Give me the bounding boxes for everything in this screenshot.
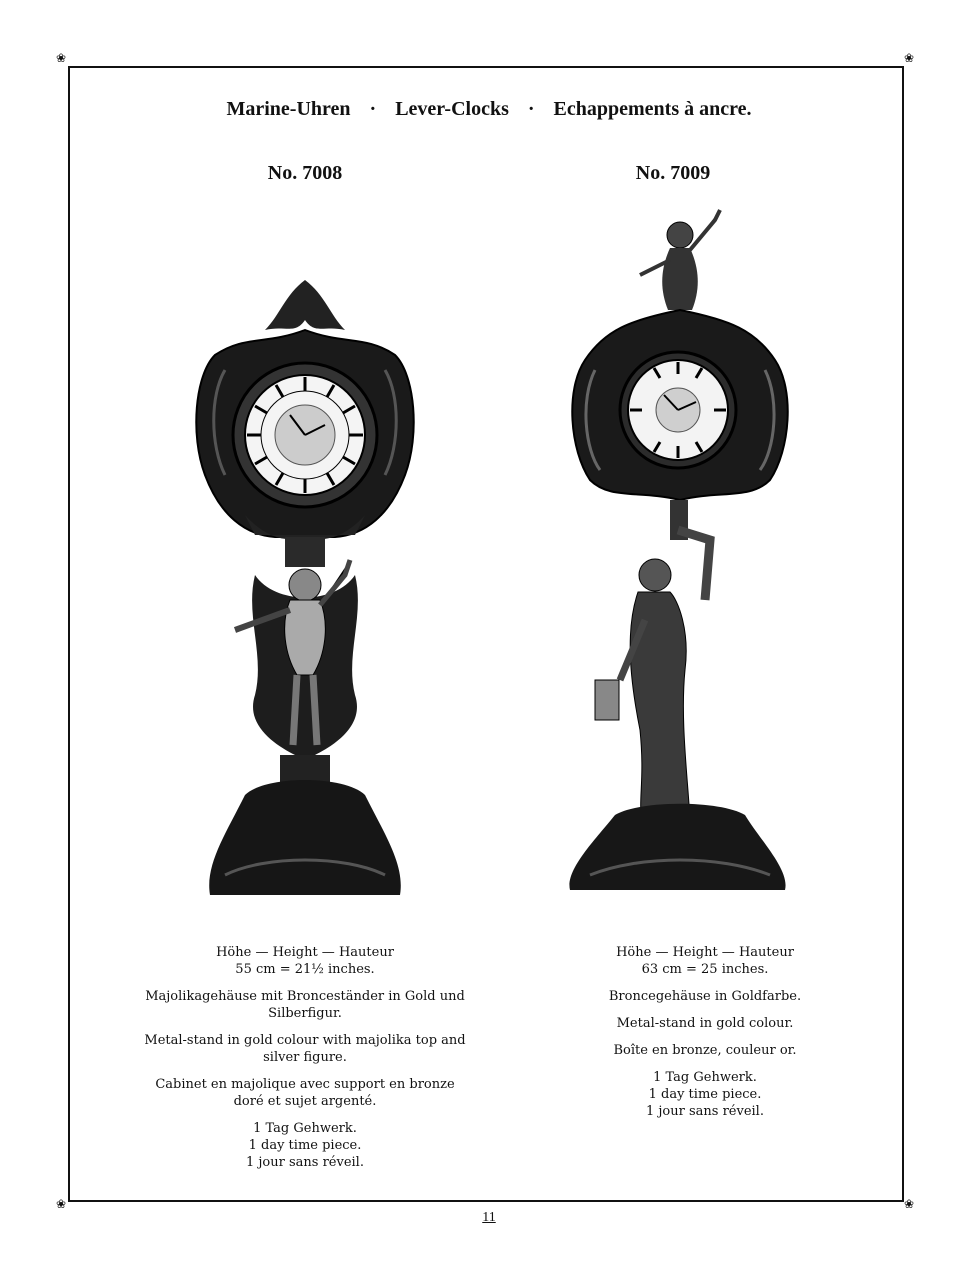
movement-french: 1 jour sans réveil.	[646, 1104, 764, 1119]
description-french: Boîte en bronze, couleur or.	[613, 1043, 797, 1058]
product-description-7008	[140, 944, 470, 1181]
title-separator: ·	[369, 98, 377, 120]
product-number-7009: No. 7009	[635, 162, 711, 184]
title-german: Marine-Uhren	[226, 98, 351, 120]
title-french: Echappements à ancre.	[553, 98, 752, 120]
page-number: 11	[482, 1210, 496, 1225]
movement-german: 1 Tag Gehwerk.	[253, 1121, 357, 1136]
page-title	[0, 98, 978, 121]
height-label: Höhe — Height — Hauteur	[216, 945, 394, 960]
ornament-corner-icon: ❀	[904, 1197, 915, 1211]
product-number-7008: No. 7008	[267, 162, 343, 184]
description-english: Metal-stand in gold colour.	[616, 1016, 794, 1031]
product-description-7009	[540, 944, 870, 1130]
ornament-corner-icon: ❀	[56, 1197, 67, 1211]
movement-german: 1 Tag Gehwerk.	[653, 1070, 757, 1085]
movement-english: 1 day time piece.	[648, 1087, 762, 1102]
description-french: Cabinet en majolique avec support en bronze doré et sujet argenté.	[155, 1077, 455, 1109]
cherub-majolica-clock-illustration	[185, 275, 425, 915]
height-value: 55 cm = 21½ inches.	[235, 962, 375, 977]
lady-bronze-clock-illustration	[560, 200, 800, 900]
description-german: Majolikagehäuse mit Bronceständer in Gold und Silberfigur.	[145, 989, 465, 1021]
title-english: Lever-Clocks	[395, 98, 509, 120]
ornament-corner-icon: ❀	[904, 51, 915, 65]
movement-english: 1 day time piece.	[248, 1138, 362, 1153]
height-label: Höhe — Height — Hauteur	[616, 945, 794, 960]
ornament-corner-icon: ❀	[56, 51, 67, 65]
description-english: Metal-stand in gold colour with majolika top and silver figure.	[144, 1033, 466, 1065]
movement-french: 1 jour sans réveil.	[246, 1155, 364, 1170]
height-value: 63 cm = 25 inches.	[641, 962, 769, 977]
description-german: Broncegehäuse in Goldfarbe.	[608, 989, 802, 1004]
title-separator: ·	[527, 98, 535, 120]
